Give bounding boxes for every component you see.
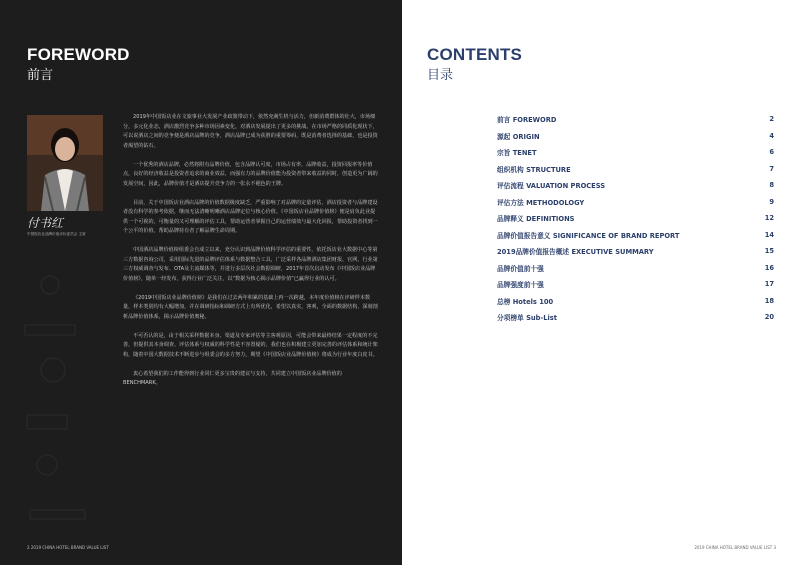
contents-heading-cn: 目录 xyxy=(427,68,454,83)
toc-entry[interactable] xyxy=(497,260,774,277)
toc-entry[interactable] xyxy=(497,210,774,227)
toc-title: 分项榜单 Sub-List xyxy=(497,314,557,323)
toc-entry[interactable] xyxy=(497,293,774,310)
toc-page: 7 xyxy=(769,164,774,173)
toc-title: 源起 ORIGIN xyxy=(497,132,540,141)
toc-page: 6 xyxy=(769,148,774,157)
toc-page: 12 xyxy=(764,214,774,223)
foreword-body xyxy=(123,113,378,398)
toc-title: 前言 FOREWORD xyxy=(497,116,557,125)
hotel-logos-watermark xyxy=(15,265,115,545)
toc-page: 16 xyxy=(764,263,774,272)
foreword-paragraph: 《2019中国饭店业品牌价值榜》是我们在过去两年积累的基础上再一次跨越，本年度价值榜在评研样本数量，样本类别均有大幅增加，并在调研指标和调研方式上有所优化，希望以真实，客观，全面的数据结构，深刻剖析品牌价值体系，揭示品牌价值奥秘。 xyxy=(123,294,378,320)
toc-title: 品牌释义 DEFINITIONS xyxy=(497,215,575,224)
foreword-heading-cn: 前言 xyxy=(27,68,54,83)
toc-title: 2019品牌价值报告概述 EXECUTIVE SUMMARY xyxy=(497,248,654,257)
toc-page: 15 xyxy=(764,247,774,256)
foreword-paragraph: 目前，关于中国饭店业酒店品牌的价值数据极度缺乏，严重影响了对品牌的定量评估，酒店投资者与品牌建设者没有科学的参考依据，继而无法清晰明晰酒店品牌定位与核心价值。《中国饭店业品牌价值榜》便是肩负此业提供一个可视的，可衡量的又可理解的评估工具，帮助运营者掌握自己的运营绩效与最大化回报，帮助投资者找到一个公平的价值，帮助品牌持有者了解品牌生命周期。 xyxy=(123,199,378,234)
toc-entry[interactable] xyxy=(497,243,774,260)
foreword-paragraph: 不可否认的是，由于相关采样数据本身、渠道及专家评估等主客观原因，可能会带来最终结果一定程度的不完善，但提供其本身调查、评估体系与权威的科学性是不容置疑的，我们也在积极建立更加完善的评估体系和统计架构，随着中国大数据技术不断进步与组委会的多方努力，期望《中国饭店业品牌价值榜》将成为行业年度白皮书。 xyxy=(123,332,378,358)
contents-page xyxy=(402,0,800,565)
toc-entry[interactable] xyxy=(497,276,774,293)
toc-entry[interactable] xyxy=(497,144,774,161)
toc-title: 品牌强度前十强 xyxy=(497,281,544,290)
foreword-heading: FOREWORD xyxy=(27,45,130,64)
toc-page: 20 xyxy=(764,313,774,322)
toc-page: 17 xyxy=(764,280,774,289)
toc-page: 18 xyxy=(764,296,774,305)
foreword-paragraph: 一个优秀的酒店品牌，必然将附有品牌价值，包含品牌认可度，市场占有率，品牌收益，投资回报率等价值点，良好的经济收益是投资者追求的商业效益，而强有力的品牌价值能为投资者带来收益的同时，创造更为广阔的发展空间，因此，品牌价值才是酒店提升竞争力的一张永不褪色的王牌。 xyxy=(123,161,378,187)
toc-title: 品牌价值前十强 xyxy=(497,264,544,273)
toc-title: 评估流程 VALUATION PROCESS xyxy=(497,182,606,191)
toc-title: 总榜 Hotels 100 xyxy=(497,297,554,306)
signature: 付书红 xyxy=(27,216,64,230)
toc-title: 品牌价值报告意义 SIGNIFICANCE OF BRAND REPORT xyxy=(497,231,680,240)
toc-page: 2 xyxy=(769,115,774,124)
toc-entry[interactable] xyxy=(497,111,774,128)
chairwoman-photo xyxy=(27,115,103,211)
right-page-footer: 2019 CHINA HOTEL BRAND VALUE LIST 3 xyxy=(694,545,776,550)
foreword-paragraph: 2019年中国饭店业在文旅事业大发展产业政策带动下，依然充满生机与活力，但新消费群体的壮大，市场细分，多元化业态，酒店激烈竞争多种市场因素变化，对酒店发展提出了更多的挑战。在市场严格的同质化现状下，可以说酒店之间的竞争便是酒店品牌的竞争，酒店品牌已成为获胜的重要筹码，既是消费者选择的基础，也是投资者渴望的钻石。 xyxy=(123,114,378,149)
toc-entry[interactable] xyxy=(497,161,774,178)
toc-title: 宗旨 TENET xyxy=(497,149,537,158)
toc-title: 评估方法 METHODOLOGY xyxy=(497,198,585,207)
toc-page: 4 xyxy=(769,131,774,140)
toc-page: 14 xyxy=(764,230,774,239)
left-page-footer: 2 2019 CHINA HOTEL BRAND VALUE LIST xyxy=(27,545,109,550)
table-of-contents xyxy=(497,111,774,326)
foreword-paragraph: 衷心希望我们的工作能得到行业同仁更多宝贵的建议与支持，共同建立中国饭店业品牌价值的BENCHMARK。 xyxy=(123,370,342,386)
toc-entry[interactable] xyxy=(497,194,774,211)
toc-page: 9 xyxy=(769,197,774,206)
foreword-paragraph: 中国酒店品牌价值榜组委会自成立以来，充分认识到品牌价值科学评估的重要性，依托饭店业大数据中心等第三方数据咨询公司，采用国际先进的品牌评估体系与数据整合工具，广泛采样各品牌酒店集团财报、官网、行业第三方权威调查与发布、OTA及主流媒体等，并进行多层次社会数据调研，2017年首次启动发布《中国饭店业品牌价值榜》，随单一经发布，获得行业广泛关注，以“数据为核心揭示品牌价值”已赢得行业的认可。 xyxy=(123,247,378,282)
toc-page: 8 xyxy=(769,181,774,190)
contents-heading: CONTENTS xyxy=(427,45,523,64)
toc-entry[interactable] xyxy=(497,227,774,244)
toc-entry[interactable] xyxy=(497,177,774,194)
signature-title: 中国饭店业品牌价值评价委员会 主席 xyxy=(27,232,86,236)
toc-entry[interactable] xyxy=(497,128,774,145)
toc-title: 组织机构 STRUCTURE xyxy=(497,165,571,174)
toc-entry[interactable] xyxy=(497,309,774,326)
